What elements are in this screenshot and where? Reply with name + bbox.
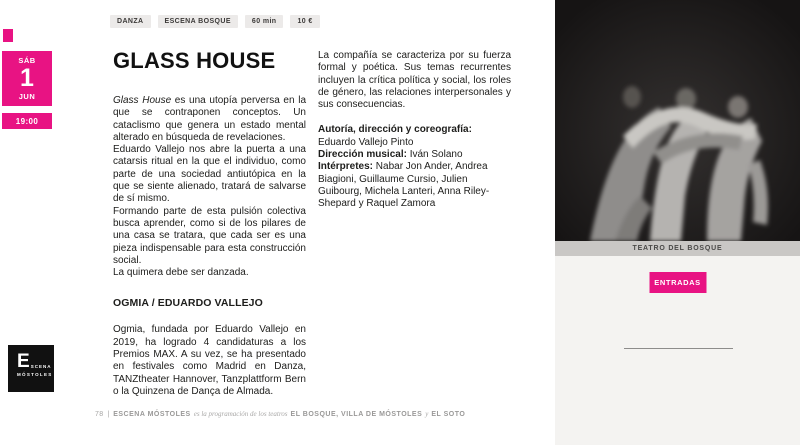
credit-authorship bbox=[318, 124, 511, 149]
page-number: 78 bbox=[95, 411, 104, 418]
day-name: SÁB bbox=[18, 56, 36, 65]
time-box: 19:00 bbox=[2, 113, 52, 129]
footer bbox=[95, 410, 465, 418]
paragraph-6: La compañía se caracteriza por su fuerza formal y poética. Sus temas recurrentes incluyen la crítica política y social, los roles de género, las relaciones interpersonales y sus consecuencias. bbox=[318, 50, 511, 111]
logo-word-2: MÓSTOLES bbox=[17, 371, 53, 377]
tag-row bbox=[110, 15, 320, 28]
paragraph-4: La quimera debe ser danzada. bbox=[113, 267, 249, 279]
logo-word: SCENA bbox=[30, 364, 52, 370]
credit-musical-direction bbox=[318, 149, 511, 161]
divider-line bbox=[624, 348, 733, 349]
credit-value: Eduardo Vallejo Pinto bbox=[318, 136, 414, 148]
paragraph-5: Ogmia, fundada por Eduardo Vallejo en 2019, ha logrado 4 candidaturas a los Premios MAX. A su vez, se ha presentado en festivales como Madrid en Danza, TANZtheater Hannover, Tanzplattform Bern o la Quinzena de Dança de Almada. bbox=[113, 324, 306, 397]
credits-block bbox=[318, 124, 511, 210]
footer-conjunction: y bbox=[425, 410, 429, 418]
tickets-button[interactable]: ENTRADAS bbox=[649, 272, 706, 293]
dancers-photo-illustration bbox=[555, 0, 800, 241]
paragraph-1: Glass House es una utopía perversa en la que se contraponen conceptos. Un cataclismo que genera un estado mental alterado en búsqueda de revelaciones. bbox=[113, 95, 307, 143]
credit-label: Dirección musical: bbox=[318, 149, 407, 161]
paragraph-3: Formando parte de esta pulsión colectiva busca aprender, como si de los pilares de una casa se tratara, que cada ser es una pieza indispensable para esta construcción social. bbox=[113, 205, 306, 266]
credit-label: Autoría, dirección y coreografía: bbox=[318, 124, 472, 136]
venue-caption: TEATRO DEL BOSQUE bbox=[555, 241, 800, 256]
text-column-1 bbox=[113, 48, 306, 398]
footer-last-venue: EL SOTO bbox=[431, 411, 466, 418]
footer-venues: EL BOSQUE, VILLA DE MÓSTOLES bbox=[290, 411, 423, 418]
logo-letter: E bbox=[17, 351, 30, 372]
tag-series: ESCENA BOSQUE bbox=[158, 15, 238, 28]
dancers-photo bbox=[555, 0, 800, 241]
tag-duration: 60 min bbox=[245, 15, 284, 28]
credit-value: Iván Solano bbox=[406, 149, 463, 161]
tag-price: 10 € bbox=[290, 15, 319, 28]
accent-mark bbox=[3, 29, 13, 42]
paragraph-2: Eduardo Vallejo nos abre la puerta a una catarsis ritual en la que el individuo, como parte de una sociedad antiutópica en la que se siente alienado, tratará de salvarse de sí mismo. bbox=[113, 144, 306, 205]
footer-tagline: es la programación de los teatros bbox=[193, 410, 288, 418]
date-badge bbox=[2, 51, 52, 129]
footer-separator: | bbox=[107, 411, 110, 418]
show-name-italic: Glass House bbox=[113, 95, 172, 106]
tag-genre: DANZA bbox=[110, 15, 151, 28]
company-heading: OGMIA / EDUARDO VALLEJO bbox=[113, 297, 263, 310]
day-number: 1 bbox=[20, 64, 34, 92]
page-title: GLASS HOUSE bbox=[113, 48, 276, 73]
month: JUN bbox=[18, 92, 36, 101]
credit-value: Nabar Jon Ander, Andrea Biagioni, Guillaume Cursio, Julien Guibourg, Michela Lanteri, Anna Riley-Shepard y Raquel Zamora bbox=[318, 161, 490, 210]
venue-panel bbox=[555, 0, 800, 445]
date-box bbox=[2, 51, 52, 106]
credit-performers bbox=[318, 161, 511, 210]
footer-brand: ESCENA MÓSTOLES bbox=[113, 411, 191, 418]
credit-label: Intérpretes: bbox=[318, 161, 374, 173]
escena-mostoles-logo bbox=[8, 345, 54, 392]
text-column-2 bbox=[318, 50, 511, 211]
